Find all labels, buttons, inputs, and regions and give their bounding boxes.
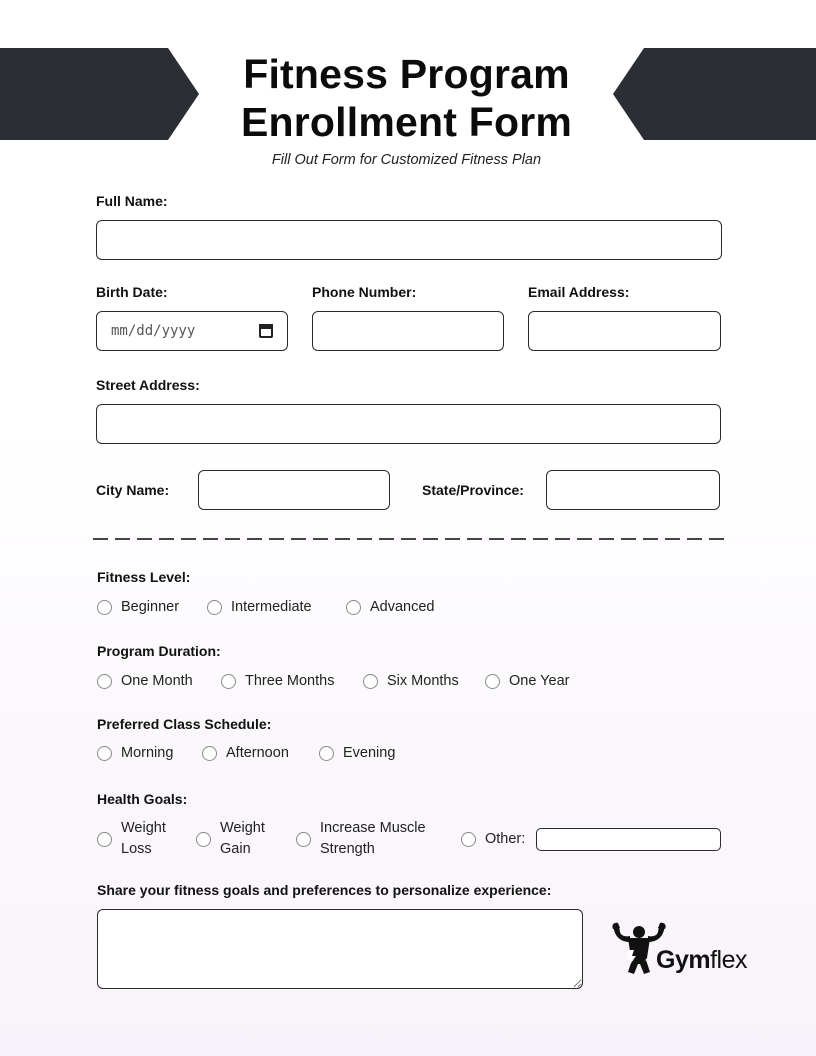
radio-label-line-1: Weight xyxy=(121,820,166,836)
email-input[interactable] xyxy=(528,311,721,351)
radio-button[interactable] xyxy=(196,832,211,847)
radio-label: Three Months xyxy=(245,673,335,689)
radio-button[interactable] xyxy=(346,600,361,615)
radio-button[interactable] xyxy=(97,746,112,761)
logo-text-bold: Gym xyxy=(656,946,711,974)
radio-button[interactable] xyxy=(296,832,311,847)
radio-label: Other: xyxy=(485,831,526,847)
section-divider xyxy=(93,538,726,540)
state-label: State/Province: xyxy=(422,482,524,498)
city-input[interactable] xyxy=(198,470,390,510)
radio-option-afternoon[interactable] xyxy=(202,745,319,761)
radio-label: One Year xyxy=(509,673,570,689)
radio-button[interactable] xyxy=(319,746,334,761)
radio-option-one-year[interactable] xyxy=(485,673,569,689)
radio-label-line-1: Weight xyxy=(220,820,265,836)
radio-button[interactable] xyxy=(485,674,500,689)
radio-button[interactable] xyxy=(97,674,112,689)
radio-label: Six Months xyxy=(387,673,459,689)
radio-button[interactable] xyxy=(97,832,112,847)
full-name-input[interactable] xyxy=(96,220,722,260)
state-input[interactable] xyxy=(546,470,720,510)
logo-text-light: flex xyxy=(710,946,747,974)
radio-label: Afternoon xyxy=(226,745,289,761)
radio-option-beginner[interactable] xyxy=(97,599,207,615)
radio-option-increase-muscle-strength[interactable] xyxy=(296,818,461,860)
header-ribbon-right xyxy=(613,48,816,140)
goals-textarea[interactable] xyxy=(97,909,583,989)
radio-label xyxy=(121,818,166,860)
radio-label-line-1: Increase Muscle xyxy=(320,820,426,836)
street-input[interactable] xyxy=(96,404,721,444)
fitness-level-options xyxy=(97,599,435,615)
class-schedule-label: Preferred Class Schedule: xyxy=(97,716,272,732)
radio-button[interactable] xyxy=(97,600,112,615)
header-ribbon-left xyxy=(0,48,199,140)
birth-date-placeholder: mm/dd/yyyy xyxy=(111,323,196,339)
radio-option-one-month[interactable] xyxy=(97,673,221,689)
other-goal-input[interactable] xyxy=(536,828,721,851)
page-subtitle: Fill Out Form for Customized Fitness Plan xyxy=(271,152,542,168)
health-goals-label: Health Goals: xyxy=(97,791,188,807)
radio-label: Evening xyxy=(343,745,396,761)
radio-label-line-2: Loss xyxy=(121,841,152,857)
city-label: City Name: xyxy=(96,482,170,498)
street-label: Street Address: xyxy=(96,377,200,393)
radio-option-other[interactable] xyxy=(461,831,525,847)
page-title xyxy=(200,50,613,146)
radio-option-evening[interactable] xyxy=(319,745,395,761)
title-line-1: Fitness Program xyxy=(243,51,570,97)
radio-button[interactable] xyxy=(461,832,476,847)
radio-button[interactable] xyxy=(207,600,222,615)
radio-label xyxy=(220,818,265,860)
birth-date-label: Birth Date: xyxy=(96,284,168,300)
radio-option-intermediate[interactable] xyxy=(207,599,346,615)
radio-button[interactable] xyxy=(221,674,236,689)
logo-text xyxy=(656,946,747,975)
program-duration-label: Program Duration: xyxy=(97,643,221,659)
goals-text-label: Share your fitness goals and preferences to personalize experience: xyxy=(97,882,552,898)
phone-label: Phone Number: xyxy=(312,284,417,300)
title-line-2: Enrollment Form xyxy=(240,99,573,145)
radio-option-morning[interactable] xyxy=(97,745,202,761)
program-duration-options xyxy=(97,673,569,689)
email-label: Email Address: xyxy=(528,284,630,300)
radio-option-six-months[interactable] xyxy=(363,673,485,689)
class-schedule-options xyxy=(97,745,395,761)
radio-label: Beginner xyxy=(121,599,180,615)
full-name-label: Full Name: xyxy=(96,193,168,209)
radio-button[interactable] xyxy=(363,674,378,689)
radio-label xyxy=(320,818,426,860)
radio-label-line-2: Strength xyxy=(320,841,375,857)
radio-label-line-2: Gain xyxy=(220,841,251,857)
radio-option-weight-gain[interactable] xyxy=(196,818,296,860)
gymflex-logo xyxy=(608,920,753,980)
radio-label: Intermediate xyxy=(231,599,312,615)
radio-button[interactable] xyxy=(202,746,217,761)
radio-label: One Month xyxy=(121,673,193,689)
fitness-level-label: Fitness Level: xyxy=(97,569,191,585)
phone-input[interactable] xyxy=(312,311,504,351)
radio-option-advanced[interactable] xyxy=(346,599,435,615)
radio-label: Advanced xyxy=(370,599,435,615)
calendar-icon[interactable] xyxy=(259,324,273,338)
health-goals-options xyxy=(97,818,525,860)
radio-label: Morning xyxy=(121,745,174,761)
birth-date-input[interactable] xyxy=(96,311,288,351)
radio-option-weight-loss[interactable] xyxy=(97,818,196,860)
radio-option-three-months[interactable] xyxy=(221,673,363,689)
